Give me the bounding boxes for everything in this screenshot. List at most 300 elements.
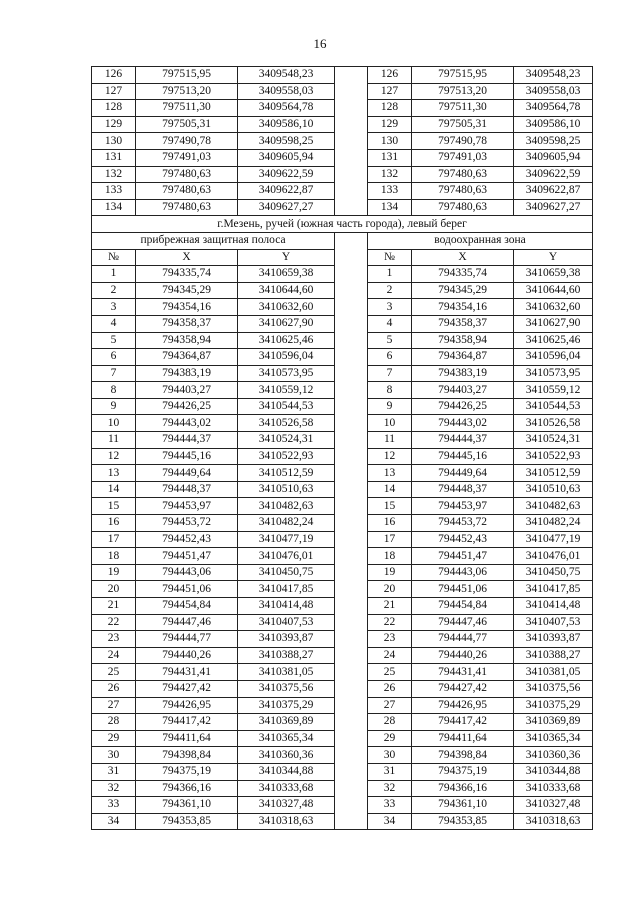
- right-x-coordinate-cell: 794453,72: [412, 515, 514, 532]
- left-y-coordinate-cell: 3410375,29: [238, 697, 335, 714]
- left-y-coordinate-cell: 3410632,60: [238, 299, 335, 316]
- left-point-number-cell: 130: [92, 133, 136, 150]
- right-x-coordinate-cell: 794398,84: [412, 747, 514, 764]
- column-gap: [335, 432, 368, 449]
- left-x-coordinate-cell: 794364,87: [136, 349, 238, 366]
- left-point-number-cell: 15: [92, 498, 136, 515]
- left-point-number-cell: 128: [92, 100, 136, 117]
- table-row: [92, 714, 593, 731]
- left-point-number-cell: 30: [92, 747, 136, 764]
- left-point-number-cell: 13: [92, 465, 136, 482]
- left-x-coordinate-cell: 797505,31: [136, 116, 238, 133]
- right-y-coordinate-cell: 3410450,75: [514, 564, 593, 581]
- left-x-coordinate-cell: 794366,16: [136, 780, 238, 797]
- left-point-number-cell: 5: [92, 332, 136, 349]
- left-y-coordinate-cell: 3410417,85: [238, 581, 335, 598]
- right-x-coordinate-cell: 794426,25: [412, 398, 514, 415]
- right-point-number-cell: 132: [368, 166, 412, 183]
- table-row: [92, 664, 593, 681]
- column-gap: [335, 797, 368, 814]
- right-x-coordinate-cell: 794451,06: [412, 581, 514, 598]
- right-y-coordinate-cell: 3410333,68: [514, 780, 593, 797]
- column-gap: [335, 100, 368, 117]
- table-row: [92, 631, 593, 648]
- left-y-coordinate-cell: 3410333,68: [238, 780, 335, 797]
- table-row: [92, 100, 593, 117]
- right-x-coordinate-cell: 797513,20: [412, 83, 514, 100]
- right-x-coordinate-cell: 797490,78: [412, 133, 514, 150]
- right-x-coordinate-cell: 794353,85: [412, 813, 514, 830]
- right-point-number-cell: 28: [368, 714, 412, 731]
- right-table-title: водоохранная зона: [368, 232, 593, 249]
- bottom-rows: [92, 266, 593, 830]
- left-x-coordinate-cell: 794383,19: [136, 365, 238, 382]
- left-y-coordinate-cell: 3410573,95: [238, 365, 335, 382]
- column-gap: [335, 398, 368, 415]
- right-x-coordinate-cell: 794452,43: [412, 531, 514, 548]
- left-x-coordinate-cell: 794444,37: [136, 432, 238, 449]
- right-point-number-cell: 2: [368, 282, 412, 299]
- right-point-number-cell: 16: [368, 515, 412, 532]
- table-row: [92, 498, 593, 515]
- table-row: [92, 515, 593, 532]
- right-y-coordinate-cell: 3410625,46: [514, 332, 593, 349]
- left-y-coordinate-cell: 3410477,19: [238, 531, 335, 548]
- right-point-number-cell: 22: [368, 614, 412, 631]
- right-point-number-cell: 14: [368, 481, 412, 498]
- table-row: [92, 448, 593, 465]
- column-gap: [335, 581, 368, 598]
- column-gap: [335, 365, 368, 382]
- column-gap: [335, 465, 368, 482]
- left-x-coordinate-cell: 797480,63: [136, 199, 238, 216]
- left-y-coordinate-cell: 3410476,01: [238, 548, 335, 565]
- right-x-coordinate-cell: 794448,37: [412, 481, 514, 498]
- column-gap: [335, 349, 368, 366]
- right-x-coordinate-cell: 794440,26: [412, 647, 514, 664]
- column-gap: [335, 67, 368, 84]
- left-point-number-cell: 31: [92, 763, 136, 780]
- right-x-coordinate-cell: 794444,37: [412, 432, 514, 449]
- left-x-coordinate-cell: 794335,74: [136, 266, 238, 283]
- left-y-coordinate-cell: 3409564,78: [238, 100, 335, 117]
- table-row: [92, 83, 593, 100]
- right-y-coordinate-cell: 3410644,60: [514, 282, 593, 299]
- left-point-number-cell: 133: [92, 183, 136, 200]
- column-gap: [335, 763, 368, 780]
- right-point-number-cell: 26: [368, 680, 412, 697]
- table-row: [92, 680, 593, 697]
- right-point-number-cell: 25: [368, 664, 412, 681]
- right-x-coordinate-cell: 794447,46: [412, 614, 514, 631]
- left-point-number-cell: 10: [92, 415, 136, 432]
- right-point-number-cell: 33: [368, 797, 412, 814]
- table-row: [92, 116, 593, 133]
- right-y-coordinate-cell: 3410381,05: [514, 664, 593, 681]
- left-point-number-cell: 127: [92, 83, 136, 100]
- left-y-coordinate-cell: 3410659,38: [238, 266, 335, 283]
- left-point-number-cell: 129: [92, 116, 136, 133]
- top-rows: [92, 67, 593, 216]
- right-x-coordinate-cell: 794451,47: [412, 548, 514, 565]
- column-gap: [335, 697, 368, 714]
- left-y-coordinate-cell: 3409627,27: [238, 199, 335, 216]
- right-x-coordinate-cell: 797480,63: [412, 199, 514, 216]
- left-point-number-cell: 16: [92, 515, 136, 532]
- column-gap: [335, 448, 368, 465]
- table-row: [92, 149, 593, 166]
- left-point-number-cell: 9: [92, 398, 136, 415]
- right-x-coordinate-cell: 794335,74: [412, 266, 514, 283]
- table-row: [92, 365, 593, 382]
- left-x-coordinate-cell: 794444,77: [136, 631, 238, 648]
- column-gap: [335, 498, 368, 515]
- left-y-coordinate-cell: 3410627,90: [238, 315, 335, 332]
- left-point-number-cell: 17: [92, 531, 136, 548]
- column-gap: [335, 747, 368, 764]
- table-row: [92, 481, 593, 498]
- left-x-coordinate-cell: 794445,16: [136, 448, 238, 465]
- table-row: [92, 780, 593, 797]
- left-point-number-cell: 126: [92, 67, 136, 84]
- left-x-coordinate-cell: 794353,85: [136, 813, 238, 830]
- right-x-coordinate-cell: 794361,10: [412, 797, 514, 814]
- left-y-coordinate-cell: 3410375,56: [238, 680, 335, 697]
- right-y-coordinate-cell: 3410512,59: [514, 465, 593, 482]
- right-y-coordinate-cell: 3410327,48: [514, 797, 593, 814]
- right-y-coordinate-cell: 3409548,23: [514, 67, 593, 84]
- table-row: [92, 282, 593, 299]
- right-point-number-cell: 127: [368, 83, 412, 100]
- left-table-title: прибрежная защитная полоса: [92, 232, 335, 249]
- left-x-coordinate-cell: 797515,95: [136, 67, 238, 84]
- right-y-coordinate-cell: 3410369,89: [514, 714, 593, 731]
- left-x-coordinate-cell: 794417,42: [136, 714, 238, 731]
- left-point-number-cell: 134: [92, 199, 136, 216]
- right-y-coordinate-cell: 3409586,10: [514, 116, 593, 133]
- left-y-coordinate-cell: 3409586,10: [238, 116, 335, 133]
- right-header-x: X: [412, 249, 514, 266]
- right-y-coordinate-cell: 3410510,63: [514, 481, 593, 498]
- table-row: [92, 531, 593, 548]
- left-y-coordinate-cell: 3409622,87: [238, 183, 335, 200]
- right-x-coordinate-cell: 797491,03: [412, 149, 514, 166]
- right-x-coordinate-cell: 794445,16: [412, 448, 514, 465]
- right-x-coordinate-cell: 794403,27: [412, 382, 514, 399]
- column-gap: [335, 382, 368, 399]
- left-point-number-cell: 1: [92, 266, 136, 283]
- left-y-coordinate-cell: 3409598,25: [238, 133, 335, 150]
- left-x-coordinate-cell: 794440,26: [136, 647, 238, 664]
- left-point-number-cell: 27: [92, 697, 136, 714]
- right-x-coordinate-cell: 797480,63: [412, 166, 514, 183]
- left-header-y: Y: [238, 249, 335, 266]
- left-y-coordinate-cell: 3410510,63: [238, 481, 335, 498]
- left-x-coordinate-cell: 794452,43: [136, 531, 238, 548]
- right-y-coordinate-cell: 3410417,85: [514, 581, 593, 598]
- right-x-coordinate-cell: 794443,06: [412, 564, 514, 581]
- right-y-coordinate-cell: 3409558,03: [514, 83, 593, 100]
- right-point-number-cell: 17: [368, 531, 412, 548]
- right-y-coordinate-cell: 3410482,24: [514, 515, 593, 532]
- left-x-coordinate-cell: 794426,95: [136, 697, 238, 714]
- right-point-number-cell: 24: [368, 647, 412, 664]
- left-y-coordinate-cell: 3409548,23: [238, 67, 335, 84]
- right-y-coordinate-cell: 3409598,25: [514, 133, 593, 150]
- column-gap: [335, 266, 368, 283]
- right-x-coordinate-cell: 794354,16: [412, 299, 514, 316]
- column-gap: [335, 166, 368, 183]
- left-x-coordinate-cell: 794447,46: [136, 614, 238, 631]
- left-y-coordinate-cell: 3410559,12: [238, 382, 335, 399]
- column-gap: [335, 647, 368, 664]
- left-point-number-cell: 131: [92, 149, 136, 166]
- left-point-number-cell: 33: [92, 797, 136, 814]
- left-x-coordinate-cell: 794443,06: [136, 564, 238, 581]
- left-point-number-cell: 29: [92, 730, 136, 747]
- left-point-number-cell: 32: [92, 780, 136, 797]
- section-title: г.Мезень, ручей (южная часть города), левый берег: [92, 216, 593, 233]
- left-point-number-cell: 6: [92, 349, 136, 366]
- right-y-coordinate-cell: 3410476,01: [514, 548, 593, 565]
- right-y-coordinate-cell: 3410544,53: [514, 398, 593, 415]
- left-x-coordinate-cell: 794453,72: [136, 515, 238, 532]
- left-x-coordinate-cell: 794431,41: [136, 664, 238, 681]
- right-y-coordinate-cell: 3410344,88: [514, 763, 593, 780]
- left-point-number-cell: 24: [92, 647, 136, 664]
- right-point-number-cell: 21: [368, 598, 412, 615]
- right-x-coordinate-cell: 797515,95: [412, 67, 514, 84]
- column-gap: [335, 133, 368, 150]
- right-point-number-cell: 32: [368, 780, 412, 797]
- right-point-number-cell: 13: [368, 465, 412, 482]
- right-y-coordinate-cell: 3409622,87: [514, 183, 593, 200]
- table-row: [92, 614, 593, 631]
- right-point-number-cell: 34: [368, 813, 412, 830]
- left-x-coordinate-cell: 794358,94: [136, 332, 238, 349]
- left-y-coordinate-cell: 3410381,05: [238, 664, 335, 681]
- right-point-number-cell: 130: [368, 133, 412, 150]
- right-header-y: Y: [514, 249, 593, 266]
- table-row: [92, 697, 593, 714]
- left-x-coordinate-cell: 794448,37: [136, 481, 238, 498]
- table-row: [92, 315, 593, 332]
- left-y-coordinate-cell: 3410544,53: [238, 398, 335, 415]
- column-gap: [335, 149, 368, 166]
- right-y-coordinate-cell: 3410596,04: [514, 349, 593, 366]
- right-x-coordinate-cell: 794453,97: [412, 498, 514, 515]
- left-y-coordinate-cell: 3410596,04: [238, 349, 335, 366]
- right-point-number-cell: 18: [368, 548, 412, 565]
- column-gap: [335, 232, 368, 249]
- right-point-number-cell: 19: [368, 564, 412, 581]
- left-y-coordinate-cell: 3410625,46: [238, 332, 335, 349]
- left-y-coordinate-cell: 3410365,34: [238, 730, 335, 747]
- left-y-coordinate-cell: 3410414,48: [238, 598, 335, 615]
- right-y-coordinate-cell: 3410559,12: [514, 382, 593, 399]
- left-point-number-cell: 11: [92, 432, 136, 449]
- column-gap: [335, 614, 368, 631]
- right-x-coordinate-cell: 794426,95: [412, 697, 514, 714]
- column-gap: [335, 83, 368, 100]
- right-y-coordinate-cell: 3410360,36: [514, 747, 593, 764]
- table-row: [92, 183, 593, 200]
- right-x-coordinate-cell: 794364,87: [412, 349, 514, 366]
- left-point-number-cell: 19: [92, 564, 136, 581]
- table-row: [92, 797, 593, 814]
- right-point-number-cell: 7: [368, 365, 412, 382]
- left-y-coordinate-cell: 3410482,63: [238, 498, 335, 515]
- right-point-number-cell: 30: [368, 747, 412, 764]
- left-point-number-cell: 132: [92, 166, 136, 183]
- table-row: [92, 133, 593, 150]
- left-header-x: X: [136, 249, 238, 266]
- left-x-coordinate-cell: 794361,10: [136, 797, 238, 814]
- left-point-number-cell: 34: [92, 813, 136, 830]
- column-gap: [335, 631, 368, 648]
- right-x-coordinate-cell: 794358,94: [412, 332, 514, 349]
- right-x-coordinate-cell: 794375,19: [412, 763, 514, 780]
- right-point-number-cell: 12: [368, 448, 412, 465]
- right-point-number-cell: 31: [368, 763, 412, 780]
- right-point-number-cell: 29: [368, 730, 412, 747]
- column-gap: [335, 332, 368, 349]
- left-x-coordinate-cell: 797491,03: [136, 149, 238, 166]
- left-point-number-cell: 12: [92, 448, 136, 465]
- left-x-coordinate-cell: 797480,63: [136, 166, 238, 183]
- table-row: [92, 465, 593, 482]
- right-y-coordinate-cell: 3410632,60: [514, 299, 593, 316]
- right-point-number-cell: 20: [368, 581, 412, 598]
- left-y-coordinate-cell: 3410644,60: [238, 282, 335, 299]
- right-x-coordinate-cell: 794427,42: [412, 680, 514, 697]
- left-x-coordinate-cell: 797511,30: [136, 100, 238, 117]
- right-point-number-cell: 4: [368, 315, 412, 332]
- left-y-coordinate-cell: 3410344,88: [238, 763, 335, 780]
- table-row: [92, 548, 593, 565]
- right-y-coordinate-cell: 3410573,95: [514, 365, 593, 382]
- column-gap: [335, 548, 368, 565]
- right-x-coordinate-cell: 797480,63: [412, 183, 514, 200]
- right-x-coordinate-cell: 794431,41: [412, 664, 514, 681]
- left-header-number: №: [92, 249, 136, 266]
- table-row: [92, 266, 593, 283]
- page-number: 16: [313, 36, 327, 51]
- right-y-coordinate-cell: 3410393,87: [514, 631, 593, 648]
- column-gap: [335, 481, 368, 498]
- left-x-coordinate-cell: 794449,64: [136, 465, 238, 482]
- right-x-coordinate-cell: 794443,02: [412, 415, 514, 432]
- left-y-coordinate-cell: 3410360,36: [238, 747, 335, 764]
- table-row: [92, 813, 593, 830]
- left-point-number-cell: 25: [92, 664, 136, 681]
- right-x-coordinate-cell: 794383,19: [412, 365, 514, 382]
- right-y-coordinate-cell: 3410388,27: [514, 647, 593, 664]
- left-y-coordinate-cell: 3410524,31: [238, 432, 335, 449]
- left-x-coordinate-cell: 797480,63: [136, 183, 238, 200]
- column-gap: [335, 249, 368, 266]
- column-gap: [335, 116, 368, 133]
- left-point-number-cell: 20: [92, 581, 136, 598]
- right-y-coordinate-cell: 3410482,63: [514, 498, 593, 515]
- right-x-coordinate-cell: 794345,29: [412, 282, 514, 299]
- right-y-coordinate-cell: 3410627,90: [514, 315, 593, 332]
- column-gap: [335, 664, 368, 681]
- left-y-coordinate-cell: 3409605,94: [238, 149, 335, 166]
- coordinates-table: [91, 66, 593, 830]
- right-x-coordinate-cell: 794449,64: [412, 465, 514, 482]
- left-point-number-cell: 7: [92, 365, 136, 382]
- right-point-number-cell: 27: [368, 697, 412, 714]
- right-point-number-cell: 3: [368, 299, 412, 316]
- table-row: [92, 166, 593, 183]
- table-row: [92, 564, 593, 581]
- column-gap: [335, 564, 368, 581]
- right-point-number-cell: 1: [368, 266, 412, 283]
- left-point-number-cell: 18: [92, 548, 136, 565]
- table-row: [92, 349, 593, 366]
- left-y-coordinate-cell: 3410512,59: [238, 465, 335, 482]
- table-row: [92, 382, 593, 399]
- column-gap: [335, 183, 368, 200]
- left-x-coordinate-cell: 794398,84: [136, 747, 238, 764]
- right-x-coordinate-cell: 794454,84: [412, 598, 514, 615]
- table-row: [92, 432, 593, 449]
- column-gap: [335, 680, 368, 697]
- right-y-coordinate-cell: 3410365,34: [514, 730, 593, 747]
- table-row: [92, 199, 593, 216]
- right-x-coordinate-cell: 797511,30: [412, 100, 514, 117]
- left-x-coordinate-cell: 794426,25: [136, 398, 238, 415]
- column-gap: [335, 515, 368, 532]
- right-y-coordinate-cell: 3410659,38: [514, 266, 593, 283]
- right-x-coordinate-cell: 794444,77: [412, 631, 514, 648]
- table-row: [92, 730, 593, 747]
- right-point-number-cell: 15: [368, 498, 412, 515]
- right-header-number: №: [368, 249, 412, 266]
- left-point-number-cell: 22: [92, 614, 136, 631]
- left-x-coordinate-cell: 794443,02: [136, 415, 238, 432]
- left-point-number-cell: 4: [92, 315, 136, 332]
- left-x-coordinate-cell: 794403,27: [136, 382, 238, 399]
- right-point-number-cell: 129: [368, 116, 412, 133]
- column-gap: [335, 598, 368, 615]
- left-x-coordinate-cell: 794451,47: [136, 548, 238, 565]
- right-y-coordinate-cell: 3409564,78: [514, 100, 593, 117]
- right-y-coordinate-cell: 3410318,63: [514, 813, 593, 830]
- column-gap: [335, 315, 368, 332]
- left-x-coordinate-cell: 794358,37: [136, 315, 238, 332]
- right-y-coordinate-cell: 3410375,56: [514, 680, 593, 697]
- right-y-coordinate-cell: 3410526,58: [514, 415, 593, 432]
- right-point-number-cell: 6: [368, 349, 412, 366]
- right-y-coordinate-cell: 3410375,29: [514, 697, 593, 714]
- right-point-number-cell: 133: [368, 183, 412, 200]
- right-point-number-cell: 5: [368, 332, 412, 349]
- right-point-number-cell: 126: [368, 67, 412, 84]
- table-row: [92, 763, 593, 780]
- left-y-coordinate-cell: 3410393,87: [238, 631, 335, 648]
- left-x-coordinate-cell: 794411,64: [136, 730, 238, 747]
- right-y-coordinate-cell: 3410477,19: [514, 531, 593, 548]
- right-y-coordinate-cell: 3410414,48: [514, 598, 593, 615]
- left-point-number-cell: 3: [92, 299, 136, 316]
- table-row: [92, 415, 593, 432]
- left-point-number-cell: 21: [92, 598, 136, 615]
- left-y-coordinate-cell: 3410388,27: [238, 647, 335, 664]
- table-row: [92, 299, 593, 316]
- left-y-coordinate-cell: 3410407,53: [238, 614, 335, 631]
